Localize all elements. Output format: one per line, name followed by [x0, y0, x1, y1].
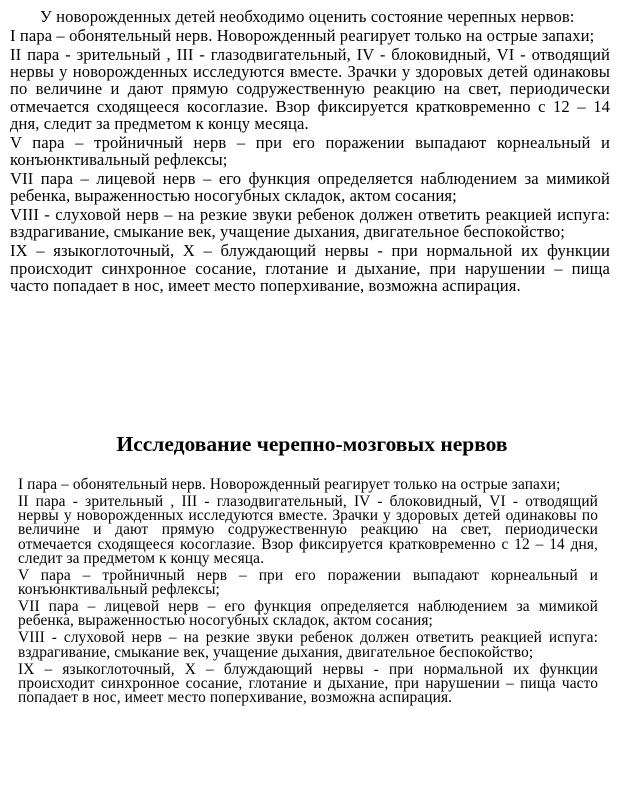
nerve-paragraph-1: I пара – обонятельный нерв. Новорожденный реагирует только на острые запахи;: [18, 476, 561, 493]
nerve-paragraph-5: V пара – тройничный нерв – при его поражении выпадают корнеальный и конъюнктивальный рефлексы;: [18, 566, 598, 599]
nerve-paragraph-9-10: IX – языкоглоточный, Х – блуждающий нервы - при нормальной их функции происходит синхронное сосание, глотание и дыхание, при нарушении – пища часто попадает в нос, имеет место поперхивание, возможна аспирация.: [10, 241, 610, 295]
section-heading: Исследование черепно-мозговых нервов: [116, 432, 508, 456]
intro-paragraph: У новорожденных детей необходимо оценить состояние черепных нервов:: [40, 7, 575, 26]
cranial-nerves-section-top: [10, 8, 610, 296]
nerve-paragraph-2-3-4-6: II пара - зрительный , III - глазодвигательный, IV - блоковидный, VI - отводящий нервы у новорожденных исследуются вместе. Зрачки у здоровых детей одинаковы по величине и дают прямую содружественную реакцию на свет, периодически отмечается сходящееся косоглазие. Взор фиксируется кратковременно с 12 – 14 дня, следит за предметом к концу месяца.: [10, 45, 610, 133]
nerve-paragraph-9-10: IX – языкоглоточный, Х – блуждающий нервы - при нормальной их функции происходит синхронное сосание, глотание и дыхание, при нарушении – пища часто попадает в нос, имеет место поперхивание, возможна аспирация.: [18, 660, 598, 707]
nerve-paragraph-8: VIII - слуховой нерв – на резкие звуки ребенок должен ответить реакцией испуга: вздрагивание, смыкание век, учащение дыхания, двигательное беспокойство;: [10, 205, 610, 242]
nerve-paragraph-7: VII пара – лицевой нерв – его функция определяется наблюдением за мимикой ребенка, выраженностью носогубных складок, актом сосания;: [10, 169, 610, 206]
nerve-paragraph-8: VIII - слуховой нерв – на резкие звуки ребенок должен ответить реакцией испуга: вздрагивание, смыкание век, учащение дыхания, двигательное беспокойство;: [18, 629, 598, 661]
nerve-paragraph-5: V пара – тройничный нерв – при его поражении выпадают корнеальный и конъюнктивальный рефлексы;: [10, 132, 610, 170]
nerve-paragraph-1: I пара – обонятельный нерв. Новорожденный реагирует только на острые запахи;: [10, 26, 595, 45]
nerve-paragraph-2-3-4-6: II пара - зрительный , III - глазодвигательный, IV - блоковидный, VI - отводящий нервы у новорожденных исследуются вместе. Зрачки у здоровых детей одинаковы по величине и дают прямую содружественную реакцию на свет, периодически отмечается сходящееся косоглазие. Взор фиксируется кратковременно с 12 – 14 дня, следит за предметом к концу месяца.: [18, 492, 598, 568]
nerve-paragraph-7: VII пара – лицевой нерв – его функция определяется наблюдением за мимикой ребенка, выраженностью носогубных складок, актом сосания;: [18, 598, 598, 630]
cranial-nerves-section-bottom: [18, 478, 598, 708]
